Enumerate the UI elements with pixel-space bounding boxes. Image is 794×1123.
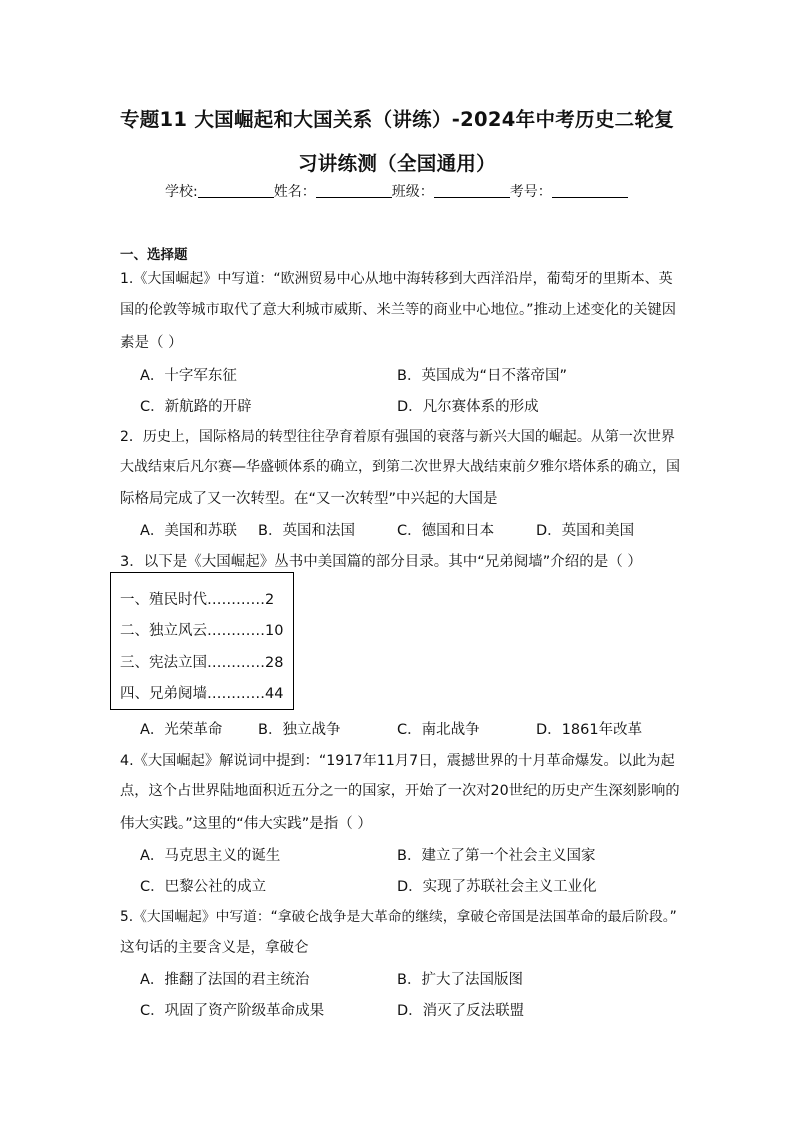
toc-item: 三、宪法立国…………28 [120, 655, 284, 671]
name-field[interactable] [316, 183, 392, 198]
question-3-line-1: 3．以下是《大国崛起》丛书中美国篇的部分目录。其中“兄弟阋墙”介绍的是（ ） [120, 554, 642, 570]
toc-item: 二、独立风云…………10 [120, 623, 284, 639]
question-4-option-a[interactable]: A．马克思主义的诞生 [140, 848, 281, 864]
question-2-line-1: 2．历史上，国际格局的转型往往孕育着原有强国的衰落与新兴大国的崛起。从第一次世界 [120, 429, 675, 445]
question-5-option-b[interactable]: B．扩大了法国版图 [397, 972, 523, 988]
question-2-option-d[interactable]: D．英国和美国 [536, 523, 635, 539]
table-of-contents-box [110, 572, 294, 710]
question-3-option-c[interactable]: C．南北战争 [397, 722, 480, 738]
question-5-option-d[interactable]: D．消灭了反法联盟 [397, 1003, 525, 1019]
question-2-option-b[interactable]: B．英国和法国 [258, 523, 355, 539]
question-5-option-a[interactable]: A．推翻了法国的君主统治 [140, 972, 310, 988]
page-title-line2: 习讲练测（全国通用） [297, 152, 496, 175]
question-5-option-c[interactable]: C．巩固了资产阶级革命成果 [140, 1003, 325, 1019]
question-1-option-a[interactable]: A．十字军东征 [140, 368, 237, 384]
toc-item: 四、兄弟阋墙…………44 [120, 686, 284, 702]
school-field[interactable] [198, 183, 274, 198]
question-1-line-2: 国的伦敦等城市取代了意大利城市威斯、米兰等的商业中心地位。”推动上述变化的关键因 [120, 302, 677, 318]
question-1-option-c[interactable]: C．新航路的开辟 [140, 399, 252, 415]
student-info-row [165, 181, 628, 201]
question-1-line-3: 素是（ ） [120, 335, 183, 351]
question-1-option-d[interactable]: D．凡尔赛体系的形成 [397, 399, 539, 415]
question-4-option-c[interactable]: C．巴黎公社的成立 [140, 879, 267, 895]
question-4-option-d[interactable]: D．实现了苏联社会主义工业化 [397, 879, 597, 895]
class-field[interactable] [434, 183, 510, 198]
question-5-line-1: 5.《大国崛起》中写道：“拿破仑战争是大革命的继续，拿破仑帝国是法国革命的最后阶段。” [120, 909, 677, 925]
question-1-line-1: 1.《大国崛起》中写道：“欧洲贸易中心从地中海转移到大西洋沿岸，葡萄牙的里斯本、英 [120, 271, 673, 287]
question-2-line-2: 大战结束后凡尔赛—华盛顿体系的确立，到第二次世界大战结束前夕雅尔塔体系的确立，国 [120, 459, 680, 475]
question-2-option-a[interactable]: A．美国和苏联 [140, 523, 237, 539]
question-3-option-a[interactable]: A．光荣革命 [140, 722, 223, 738]
class-label: 班级： [391, 184, 434, 200]
question-4-line-2: 点，这个占世界陆地面积近五分之一的国家，开始了一次对20世纪的历史产生深刻影响的 [120, 783, 680, 799]
question-3-option-d[interactable]: D．1861年改革 [536, 722, 643, 738]
section-title: 一、选择题 [120, 247, 188, 263]
question-4-line-3: 伟大实践。”这里的“伟大实践”是指（ ） [120, 816, 372, 832]
school-label: 学校: [165, 184, 198, 200]
question-2-line-3: 际格局完成了又一次转型。在“又一次转型”中兴起的大国是 [120, 491, 498, 507]
question-4-option-b[interactable]: B．建立了第一个社会主义国家 [397, 848, 596, 864]
question-2-option-c[interactable]: C．德国和日本 [397, 523, 495, 539]
toc-item: 一、殖民时代…………2 [120, 592, 275, 608]
question-1-option-b[interactable]: B．英国成为“日不落帝国” [397, 368, 567, 384]
question-3-option-b[interactable]: B．独立战争 [258, 722, 341, 738]
exam-number-label: 考号： [509, 184, 552, 200]
page-title-line1: 专题11 大国崛起和大国关系（讲练）-2024年中考历史二轮复 [119, 108, 675, 131]
exam-number-field[interactable] [552, 183, 628, 198]
question-5-line-2: 这句话的主要含义是，拿破仑 [120, 940, 309, 956]
question-4-line-1: 4.《大国崛起》解说词中提到：“1917年11月7日，震撼世界的十月革命爆发。以此为起 [120, 753, 675, 769]
name-label: 姓名： [273, 184, 316, 200]
